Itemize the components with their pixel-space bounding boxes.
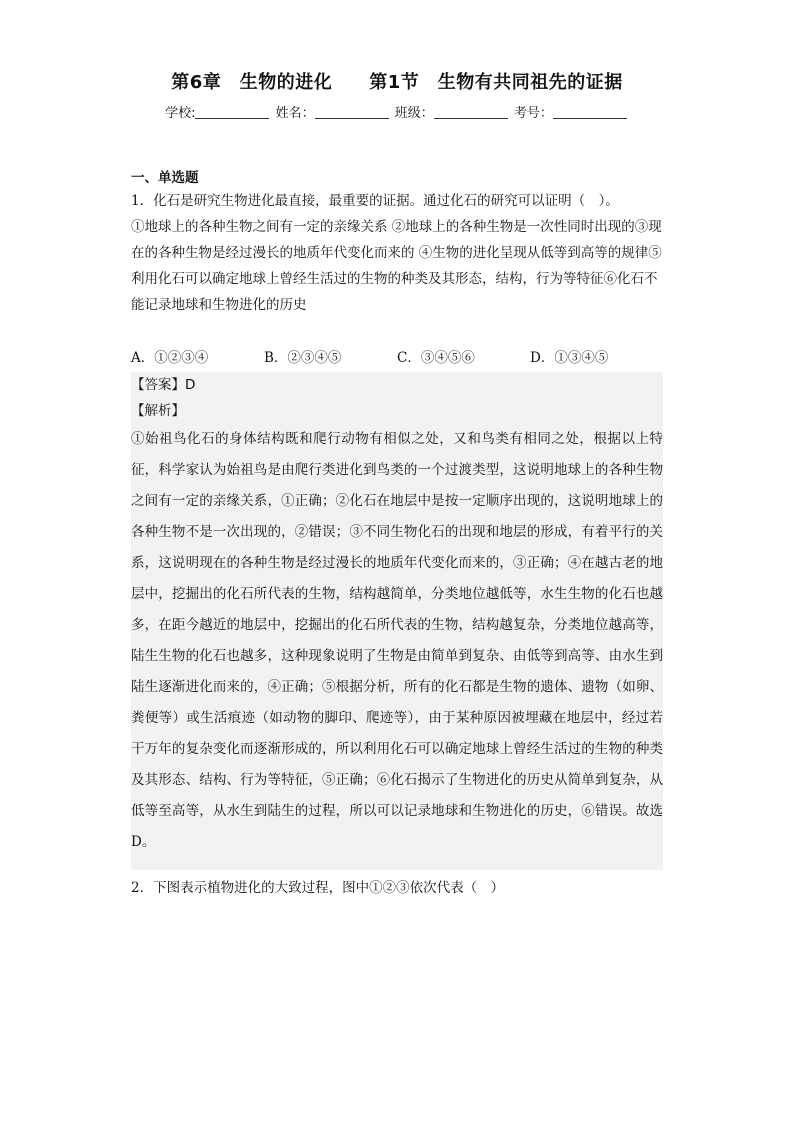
section-title: 一、单选题	[131, 170, 199, 186]
class-label: 班级：	[394, 106, 434, 121]
question-1-options	[131, 346, 663, 370]
analysis-label: 【解析】	[131, 403, 185, 419]
class-field[interactable]	[434, 106, 508, 119]
student-info-line	[0, 102, 794, 121]
question-2-stem: 2．下图表示植物进化的大致过程，图中①②③依次代表（ ）	[131, 880, 505, 896]
question-1	[131, 188, 663, 318]
answer-panel	[131, 372, 663, 870]
page-title: 第6章 生物的进化 第1节 生物有共同祖先的证据	[171, 72, 623, 93]
option-a[interactable]: A．①②③④	[131, 350, 209, 366]
exam-number-label: 考号：	[513, 106, 553, 121]
option-c[interactable]: C．③④⑤⑥	[397, 350, 475, 366]
analysis-text: ①始祖鸟化石的身体结构既和爬行动物有相似之处，又和鸟类有相同之处，根据以上特征，科学家认为始祖鸟是由爬行类进化到鸟类的一个过渡类型，这说明地球上的各种生物之间有一定的亲缘关系，①正确；②化石在地层中是按一定顺序出现的，这说明地球上的各种生物不是一次出现的，②错误；③不同生物化石的出现和地层的形成，有着平行的关系，这说明现在的各种生物是经过漫长的地质年代变化而来的，③正确；④在越古老的地层中，挖掘出的化石所代表的生物，结构越简单，分类地位越低等，水生生物的化石也越多，在距今越近的地层中，挖掘出的化石所代表的生物，结构越复杂，分类地位越高等，陆生生物的化石也越多，这种现象说明了生物是由简单到复杂、由低等到高等、由水生到陆生逐渐进化而来的，④正确；⑤根据分析，所有的化石都是生物的遗体、遗物（如卵、粪便等）或生活痕迹（如动物的脚印、爬迹等），由于某种原因被埋藏在地层中，经过若干万年的复杂变化而逐渐形成的，所以利用化石可以确定地球上曾经生活过的生物的种类及其形态、结构、行为等特征，⑤正确；⑥化石揭示了生物进化的历史从简单到复杂，从低等至高等，从水生到陆生的过程，所以可以记录地球和生物进化的历史，⑥错误。故选D。	[131, 431, 663, 850]
question-1-body: ①地球上的各种生物之间有一定的亲缘关系 ②地球上的各种生物是一次性同时出现的③现在的各种生物是经过漫长的地质年代变化而来的 ④生物的进化呈现从低等到高等的规律⑤利用化石可以确定地球上曾经生活过的生物的种类及其形态，结构，行为等特征⑥化石不能记录地球和生物进化的历史	[131, 219, 662, 313]
school-label: 学校:	[165, 106, 196, 121]
school-field[interactable]	[195, 106, 269, 119]
option-d[interactable]: D．①③④⑤	[530, 350, 609, 366]
name-field[interactable]	[315, 106, 389, 119]
option-b[interactable]: B．②③④⑤	[264, 350, 342, 366]
question-1-stem: 1．化石是研究生物进化最直接，最重要的证据。通过化石的研究可以证明（ ）。	[131, 193, 619, 209]
name-label: 姓名：	[275, 106, 315, 121]
answer-label: 【答案】D	[131, 377, 196, 393]
exam-number-field[interactable]	[553, 106, 627, 119]
question-2	[131, 875, 663, 901]
